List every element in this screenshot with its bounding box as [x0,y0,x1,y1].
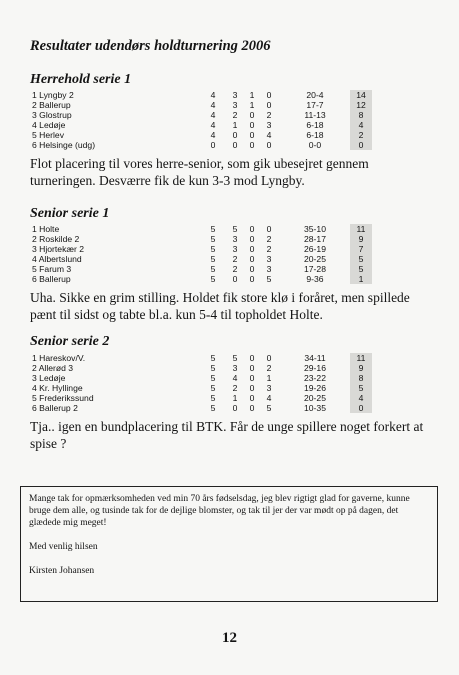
section-comment: Uha. Sikke en grim stilling. Holdet fik store klø i foråret, men spillede pænt til sidst og tabte bl.a. kun 5-4 til topholdet Holte. [30,290,410,322]
match-score: 28-17 [304,234,326,244]
table-row [32,254,377,264]
section-comment: Flot placering til vores herre-senior, som gik ubesejret gennem turneringen. Desværre fik de kun 3-3 mod Lyngby. [30,156,369,188]
team-name: 3 Hjortekær 2 [32,244,85,254]
drawn-count: 0 [249,244,255,254]
played-count: 5 [210,234,216,244]
points-cell: 7 [350,244,372,254]
team-name: 6 Ballerup [32,274,71,284]
played-count: 0 [210,140,216,150]
played-count: 4 [210,130,216,140]
drawn-count: 0 [249,274,255,284]
played-count: 5 [210,224,216,234]
drawn-count: 0 [249,130,255,140]
match-score: 0-0 [308,140,322,150]
lost-count: 0 [266,90,272,100]
points-cell: 1 [350,274,372,284]
drawn-count: 0 [249,363,255,373]
won-count: 0 [232,274,238,284]
table-row [32,234,377,244]
points-cell: 12 [350,100,372,110]
lost-count: 2 [266,110,272,120]
team-name: 5 Frederikssund [32,393,94,403]
table-row [32,373,377,383]
standings-table [32,224,377,284]
points-cell: 4 [350,393,372,403]
lost-count: 2 [266,363,272,373]
match-score: 29-16 [304,363,326,373]
played-count: 5 [210,264,216,274]
match-score: 20-25 [304,254,326,264]
match-score: 9-36 [306,274,324,284]
lost-count: 4 [266,130,272,140]
drawn-count: 0 [249,393,255,403]
lost-count: 2 [266,234,272,244]
table-row [32,353,377,363]
played-count: 4 [210,120,216,130]
lost-count: 3 [266,120,272,130]
section-comment: Tja.. igen en bundplacering til BTK. Får de unge spillere noget forkert at spise ? [30,419,424,451]
table-row [32,120,377,130]
lost-count: 3 [266,254,272,264]
table-row [32,403,377,413]
won-count: 2 [232,264,238,274]
match-score: 6-18 [306,120,324,130]
drawn-count: 0 [249,140,255,150]
played-count: 5 [210,373,216,383]
won-count: 0 [232,130,238,140]
table-row [32,393,377,403]
played-count: 5 [210,383,216,393]
played-count: 5 [210,254,216,264]
table-row [32,130,377,140]
team-name: 4 Ledøje [32,120,66,130]
drawn-count: 0 [249,110,255,120]
page-title: Resultater udendørs holdturnering 2006 [30,38,271,54]
team-name: 5 Herlev [32,130,64,140]
points-cell: 9 [350,363,372,373]
table-row [32,224,377,234]
drawn-count: 0 [249,224,255,234]
drawn-count: 0 [249,353,255,363]
played-count: 4 [210,90,216,100]
table-row [32,274,377,284]
lost-count: 5 [266,274,272,284]
drawn-count: 0 [249,403,255,413]
table-row [32,90,377,100]
page-number: 12 [222,630,237,646]
table-row [32,140,377,150]
section-heading: Senior serie 2 [30,334,110,349]
team-name: 4 Kr. Hyllinge [32,383,83,393]
section-heading: Herrehold serie 1 [30,72,132,87]
won-count: 2 [232,254,238,264]
lost-count: 2 [266,244,272,254]
match-score: 26-19 [304,244,326,254]
won-count: 3 [232,90,238,100]
drawn-count: 1 [249,90,255,100]
points-cell: 0 [350,140,372,150]
match-score: 17-7 [306,100,324,110]
won-count: 1 [232,120,238,130]
won-count: 3 [232,234,238,244]
won-count: 5 [232,224,238,234]
won-count: 0 [232,140,238,150]
drawn-count: 0 [249,254,255,264]
won-count: 1 [232,393,238,403]
drawn-count: 0 [249,120,255,130]
played-count: 5 [210,274,216,284]
table-row [32,363,377,373]
match-score: 19-26 [304,383,326,393]
lost-count: 5 [266,403,272,413]
points-cell: 8 [350,110,372,120]
lost-count: 3 [266,264,272,274]
table-row [32,244,377,254]
lost-count: 1 [266,373,272,383]
match-score: 11-13 [304,110,326,120]
drawn-count: 0 [249,234,255,244]
drawn-count: 0 [249,373,255,383]
thank-you-box [20,486,438,602]
played-count: 5 [210,244,216,254]
signature: Kirsten Johansen [29,566,95,576]
won-count: 5 [232,353,238,363]
points-cell: 11 [350,353,372,363]
drawn-count: 0 [249,264,255,274]
team-name: 6 Helsinge (udg) [32,140,96,150]
played-count: 5 [210,403,216,413]
points-cell: 2 [350,130,372,140]
match-score: 23-22 [304,373,326,383]
team-name: 6 Ballerup 2 [32,403,78,413]
played-count: 4 [210,100,216,110]
drawn-count: 0 [249,383,255,393]
team-name: 3 Ledøje [32,373,66,383]
team-name: 2 Roskilde 2 [32,234,80,244]
points-cell: 11 [350,224,372,234]
won-count: 2 [232,110,238,120]
lost-count: 0 [266,224,272,234]
section-heading: Senior serie 1 [30,206,110,221]
points-cell: 9 [350,234,372,244]
points-cell: 5 [350,264,372,274]
match-score: 17-28 [304,264,326,274]
won-count: 3 [232,363,238,373]
points-cell: 8 [350,373,372,383]
team-name: 1 Lyngby 2 [32,90,74,100]
standings-table [32,353,377,413]
team-name: 2 Ballerup [32,100,71,110]
match-score: 35-10 [304,224,326,234]
won-count: 4 [232,373,238,383]
played-count: 5 [210,353,216,363]
team-name: 1 Hareskov/V. [32,353,86,363]
greeting: Med venlig hilsen [29,542,98,552]
match-score: 10-35 [304,403,326,413]
lost-count: 3 [266,383,272,393]
points-cell: 5 [350,383,372,393]
table-row [32,383,377,393]
won-count: 3 [232,100,238,110]
match-score: 34-11 [304,353,326,363]
team-name: 1 Holte [32,224,60,234]
points-cell: 5 [350,254,372,264]
played-count: 5 [210,393,216,403]
won-count: 3 [232,244,238,254]
table-row [32,264,377,274]
table-row [32,110,377,120]
lost-count: 0 [266,100,272,110]
lost-count: 4 [266,393,272,403]
match-score: 20-4 [306,90,324,100]
lost-count: 0 [266,140,272,150]
lost-count: 0 [266,353,272,363]
drawn-count: 1 [249,100,255,110]
team-name: 5 Farum 3 [32,264,72,274]
table-row [32,100,377,110]
team-name: 4 Albertslund [32,254,82,264]
thank-you-text: Mange tak for opmærksomheden ved min 70 års fødselsdag, jeg blev rigtigt glad for gaverne, kunne bruge dem alle, og tusinde tak for de dejlige blomster, og tak til jer der var mødt op på dagen, det glædede mig meget! [29,494,410,528]
won-count: 2 [232,383,238,393]
standings-table [32,90,377,150]
team-name: 2 Allerød 3 [32,363,74,373]
points-cell: 14 [350,90,372,100]
played-count: 5 [210,363,216,373]
match-score: 6-18 [306,130,324,140]
points-cell: 0 [350,403,372,413]
team-name: 3 Glostrup [32,110,72,120]
played-count: 4 [210,110,216,120]
points-cell: 4 [350,120,372,130]
match-score: 20-25 [304,393,326,403]
won-count: 0 [232,403,238,413]
